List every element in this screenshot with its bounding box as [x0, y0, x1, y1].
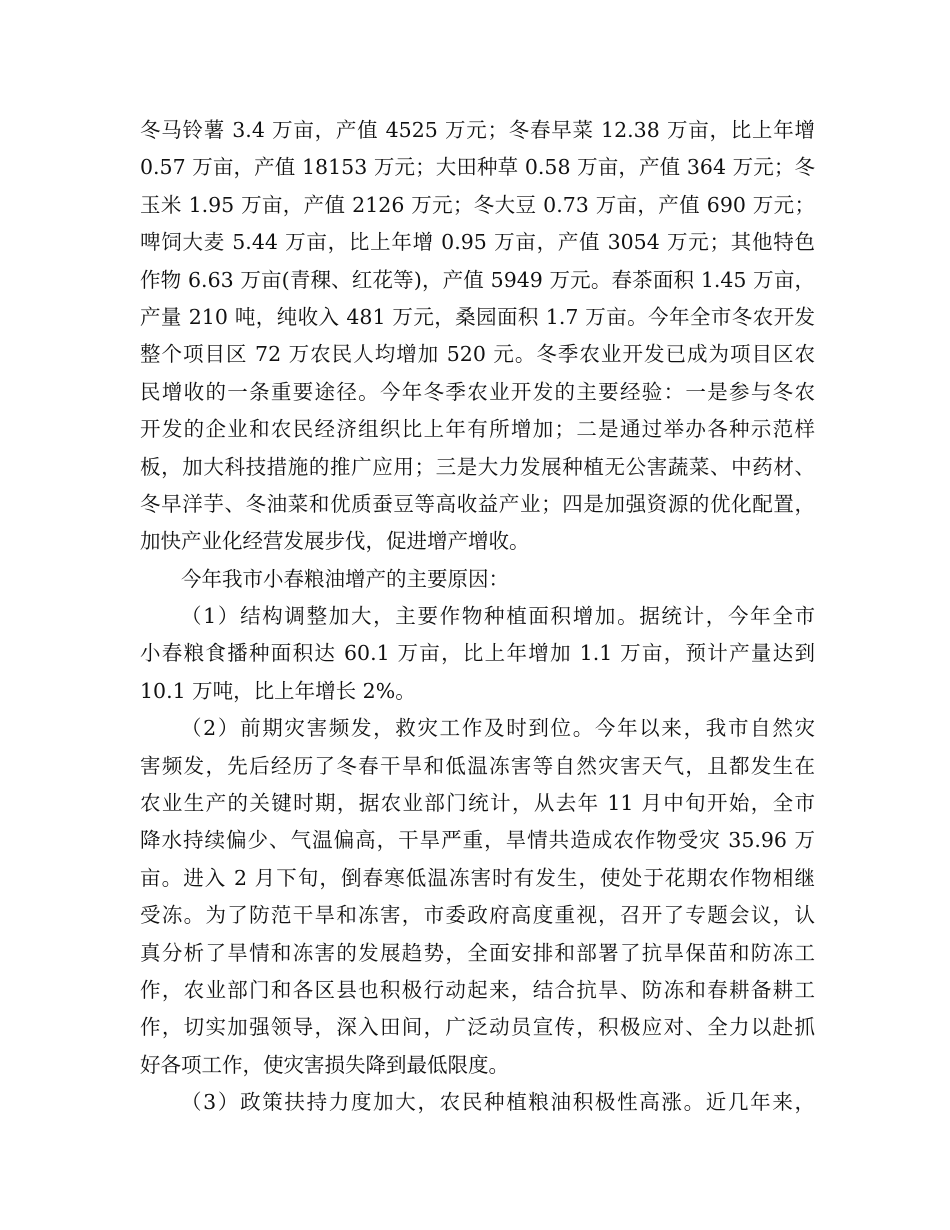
text-line: 板，加大科技措施的推广应用；三是大力发展种植无公害蔬菜、中药材、 [140, 454, 815, 479]
text-line: （2）前期灾害频发，救灾工作及时到位。今年以来，我市自然灾 [181, 716, 815, 741]
text-line: 加快产业化经营发展步伐，促进增产增收。 [140, 529, 530, 554]
text-line: 冬马铃薯 3.4 万亩，产值 4525 万元；冬春早菜 12.38 万亩，比上年增 [140, 118, 815, 142]
text-line: 害频发，先后经历了冬春干旱和低温冻害等自然灾害天气，且都发生在 [140, 753, 815, 778]
text-line: 开发的企业和农民经济组织比上年有所增加；二是通过举办各种示范样 [140, 417, 815, 442]
text-line: 受冻。为了防范干旱和冻害，市委政府高度重视，召开了专题会议，认 [140, 903, 815, 928]
document-body [140, 112, 815, 1122]
text-line: 小春粮食播种面积达 60.1 万亩，比上年增加 1.1 万亩，预计产量达到 [140, 641, 815, 666]
text-line: 民增收的一条重要途径。今年冬季农业开发的主要经验：一是参与冬农 [140, 379, 815, 404]
text-line: 真分析了旱情和冻害的发展趋势，全面安排和部署了抗旱保苗和防冻工 [140, 940, 815, 965]
text-line: 今年我市小春粮油增产的主要原因： [181, 566, 509, 591]
paragraph-winter-crops [140, 112, 815, 561]
paragraph-reasons-intro [140, 561, 815, 598]
text-line: 产量 210 吨，纯收入 481 万元，桑园面积 1.7 万亩。今年全市冬农开发 [140, 304, 815, 329]
text-line: （3）政策扶持力度加大，农民种植粮油积极性高涨。近几年来， [181, 1090, 815, 1115]
text-line: 亩。进入 2 月下旬，倒春寒低温冻害时有发生，使处于花期农作物相继 [140, 865, 815, 890]
text-line: （1）结构调整加大，主要作物种植面积增加。据统计，今年全市 [181, 604, 815, 629]
text-line: 作物 6.63 万亩(青稞、红花等)，产值 5949 万元。春茶面积 1.45 万亩， [140, 267, 815, 292]
text-line: 10.1 万吨，比上年增长 2%。 [140, 678, 416, 703]
text-line: 降水持续偏少、气温偏高，干旱严重，旱情共造成农作物受灾 35.96 万 [140, 828, 815, 853]
text-line: 啤饲大麦 5.44 万亩，比上年增 0.95 万亩，产值 3054 万元；其他特色 [140, 230, 815, 255]
text-line: 玉米 1.95 万亩，产值 2126 万元；冬大豆 0.73 万亩，产值 690 万元； [140, 192, 815, 217]
paragraph-reason-2 [140, 710, 815, 1084]
text-line: 作，农业部门和各区县也积极行动起来，结合抗旱、防冻和春耕备耕工 [140, 977, 815, 1002]
text-line: 好各项工作，使灾害损失降到最低限度。 [140, 1052, 509, 1077]
text-line: 作，切实加强领导，深入田间，广泛动员宣传，积极应对、全力以赴抓 [140, 1015, 815, 1040]
text-line: 整个项目区 72 万农民人均增加 520 元。冬季农业开发已成为项目区农 [140, 342, 815, 367]
paragraph-reason-3 [140, 1084, 815, 1121]
text-line: 冬早洋芋、冬油菜和优质蚕豆等高收益产业；四是加强资源的优化配置， [140, 491, 815, 516]
text-line: 0.57 万亩，产值 18153 万元；大田种草 0.58 万亩，产值 364 万元；冬 [140, 155, 815, 180]
paragraph-reason-1 [140, 598, 815, 710]
text-line: 农业生产的关键时期，据农业部门统计，从去年 11 月中旬开始，全市 [140, 791, 815, 816]
